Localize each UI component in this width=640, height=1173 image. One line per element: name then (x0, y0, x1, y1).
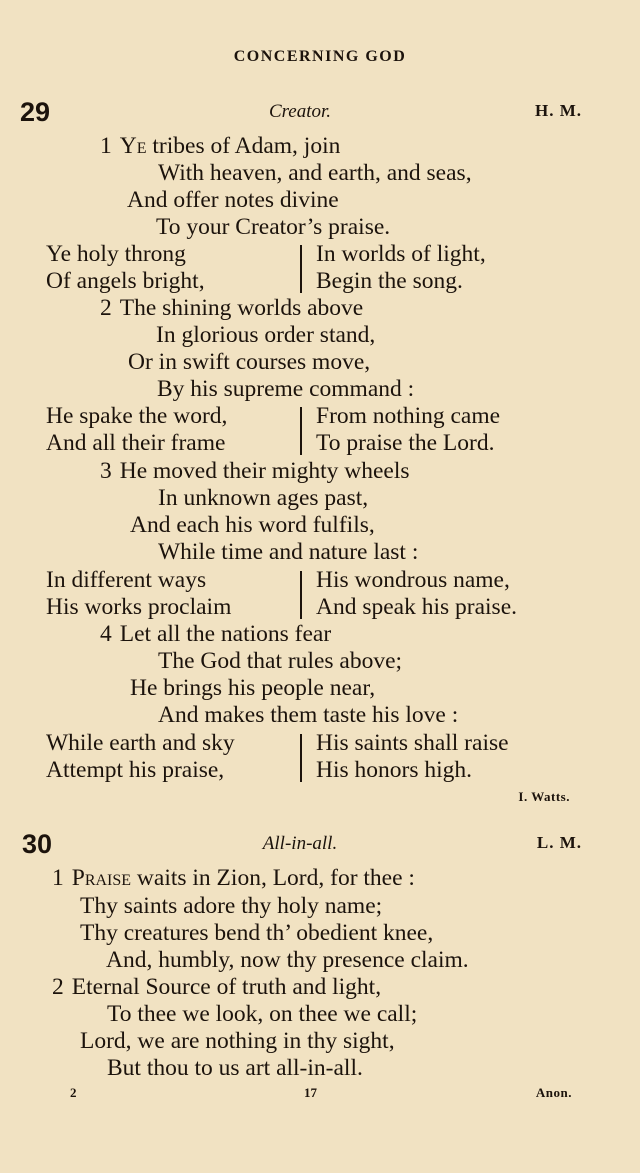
hymn-meter: H. M. (534, 101, 582, 120)
chorus-block (0, 403, 640, 457)
verse-line: Or in swift courses move, (128, 349, 371, 375)
chorus-divider (300, 407, 302, 455)
verse-line: While time and nature last : (158, 539, 419, 565)
chorus-right-line: And speak his praise. (316, 594, 518, 620)
hymn-header (0, 829, 640, 861)
signature-mark: 2 (70, 1085, 77, 1100)
running-head: CONCERNING GOD (233, 48, 407, 65)
chorus-left-line: While earth and sky (46, 730, 235, 756)
verse-line: And makes them taste his love : (158, 702, 459, 728)
verse-line: The God that rules above; (158, 648, 403, 674)
verse-first-word: Ye (119, 133, 147, 159)
verse-number: 3 (100, 458, 112, 484)
verse-line: By his supreme command : (157, 376, 415, 402)
chorus-left-line: His works proclaim (46, 594, 232, 620)
verse-line: But thou to us art all-in-all. (107, 1055, 363, 1081)
chorus-left-line: He spake the word, (46, 403, 228, 429)
chorus-left-line: Of angels bright, (46, 268, 205, 294)
hymn-author: Anon. (535, 1085, 572, 1100)
chorus-divider (300, 734, 302, 782)
chorus-right-line: His wondrous name, (316, 567, 510, 593)
verse-number: 2 (100, 295, 112, 321)
hymn-header (0, 97, 640, 129)
chorus-right-line: His saints shall raise (316, 730, 509, 756)
chorus-right-line: From nothing came (316, 403, 501, 429)
page-number: 17 (304, 1085, 317, 1100)
hymn-author: I. Watts. (518, 789, 570, 804)
verse-line: In unknown ages past, (158, 485, 369, 511)
verse-number: 2 (52, 974, 64, 1000)
hymn-number: 30 (22, 829, 53, 859)
verse-line-text: The shining worlds above (119, 295, 364, 321)
chorus-right-line: His honors high. (316, 757, 473, 783)
verse-line: Lord, we are nothing in thy sight, (80, 1028, 395, 1054)
hymn-title: Creator. (268, 101, 332, 122)
chorus-left-line: In different ways (46, 567, 207, 593)
verse-number: 4 (100, 621, 112, 647)
chorus-right-line: Begin the song. (316, 268, 463, 294)
verse-line: And each his word fulfils, (130, 512, 375, 538)
hymn-number: 29 (20, 97, 51, 127)
verse-line: Thy saints adore thy holy name; (80, 893, 383, 919)
chorus-right-line: In worlds of light, (316, 241, 486, 267)
verse-line: In glorious order stand, (156, 322, 376, 348)
verse-line: To thee we look, on thee we call; (107, 1001, 418, 1027)
verse-first-line (100, 133, 340, 160)
verse-number: 1 (52, 865, 64, 891)
verse-first-line (100, 621, 331, 648)
chorus-divider (300, 245, 302, 293)
verse-line: And offer notes divine (127, 187, 339, 213)
verse-line: With heaven, and earth, and seas, (158, 160, 472, 186)
verse-line-text: Eternal Source of truth and light, (71, 974, 382, 1000)
chorus-block (0, 567, 640, 621)
chorus-divider (300, 571, 302, 619)
verse-line: Thy creatures bend th’ obedient knee, (80, 920, 434, 946)
chorus-left-line: Ye holy throng (46, 241, 186, 267)
verse-line-text: tribes of Adam, join (146, 133, 341, 159)
verse-line-text: Let all the nations fear (119, 621, 332, 647)
hymn-title: All-in-all. (262, 833, 338, 854)
verse-first-line (100, 295, 363, 322)
verse-line: And, humbly, now thy presence claim. (106, 947, 469, 973)
verse-line: He brings his people near, (130, 675, 376, 701)
verse-first-line (52, 974, 381, 1001)
verse-line-text: He moved their mighty wheels (119, 458, 410, 484)
verse-line: To your Creator’s praise. (156, 214, 391, 240)
verse-first-line (52, 865, 415, 892)
chorus-block (0, 730, 640, 784)
verse-first-line (100, 458, 410, 485)
verse-first-word: Praise (71, 865, 132, 891)
chorus-right-line: To praise the Lord. (316, 430, 495, 456)
chorus-left-line: Attempt his praise, (46, 757, 225, 783)
verse-number: 1 (100, 133, 112, 159)
verse-line-text: waits in Zion, Lord, for thee : (131, 865, 415, 891)
chorus-block (0, 241, 640, 295)
chorus-left-line: And all their frame (46, 430, 226, 456)
hymn-meter: L. M. (536, 833, 582, 852)
